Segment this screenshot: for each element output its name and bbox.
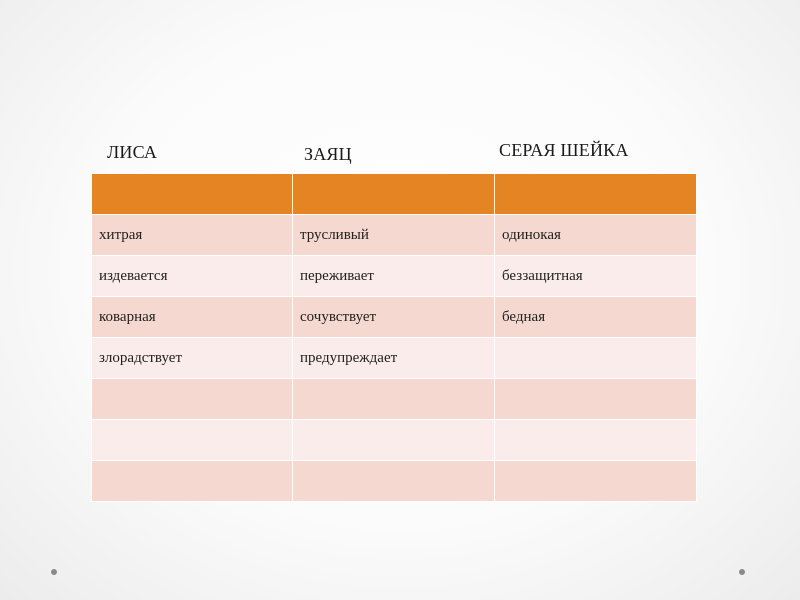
hare-trait-cell bbox=[293, 379, 495, 420]
decorative-dot bbox=[51, 569, 57, 575]
fox-trait-cell bbox=[92, 379, 293, 420]
duck-trait-cell: беззащитная bbox=[495, 256, 697, 297]
fox-trait-cell: хитрая bbox=[92, 215, 293, 256]
table-row bbox=[92, 297, 697, 338]
table-row bbox=[92, 379, 697, 420]
duck-trait-cell bbox=[495, 461, 697, 502]
heading-hare: ЗАЯЦ bbox=[304, 144, 352, 164]
table-header-row bbox=[92, 174, 697, 215]
fox-trait-cell bbox=[92, 420, 293, 461]
fox-trait-cell: коварная bbox=[92, 297, 293, 338]
header-cell bbox=[293, 174, 495, 215]
hare-trait-cell: переживает bbox=[293, 256, 495, 297]
hare-trait-cell: трусливый bbox=[293, 215, 495, 256]
fox-trait-cell bbox=[92, 461, 293, 502]
table-row bbox=[92, 215, 697, 256]
duck-trait-cell: одинокая bbox=[495, 215, 697, 256]
duck-trait-cell: бедная bbox=[495, 297, 697, 338]
hare-trait-cell: сочувствует bbox=[293, 297, 495, 338]
header-cell bbox=[92, 174, 293, 215]
table-row bbox=[92, 256, 697, 297]
hare-trait-cell: предупреждает bbox=[293, 338, 495, 379]
duck-trait-cell bbox=[495, 338, 697, 379]
fox-trait-cell: злорадствует bbox=[92, 338, 293, 379]
traits-table bbox=[91, 173, 697, 502]
header-cell bbox=[495, 174, 697, 215]
table-row bbox=[92, 420, 697, 461]
heading-fox: ЛИСА bbox=[107, 142, 158, 162]
decorative-dot bbox=[739, 569, 745, 575]
duck-trait-cell bbox=[495, 420, 697, 461]
duck-trait-cell bbox=[495, 379, 697, 420]
heading-grey-neck: СЕРАЯ ШЕЙКА bbox=[499, 140, 629, 160]
table-row bbox=[92, 338, 697, 379]
hare-trait-cell bbox=[293, 420, 495, 461]
fox-trait-cell: издевается bbox=[92, 256, 293, 297]
hare-trait-cell bbox=[293, 461, 495, 502]
table-row bbox=[92, 461, 697, 502]
